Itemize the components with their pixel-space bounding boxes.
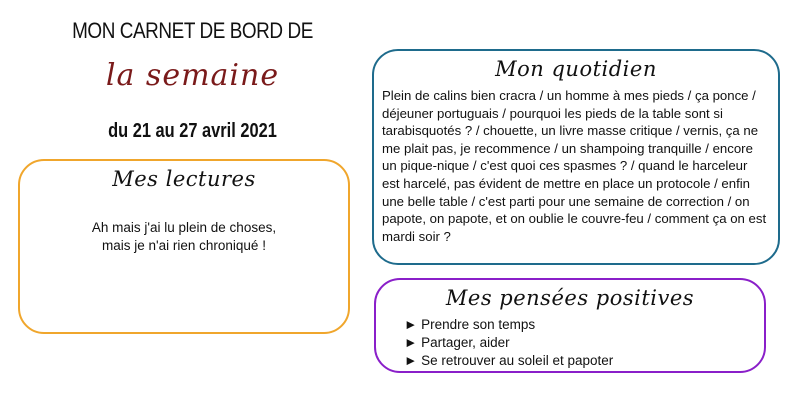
week-title: la semaine (105, 58, 280, 93)
list-item: ► Se retrouver au soleil et papoter (404, 352, 764, 370)
quotidien-box (372, 49, 780, 265)
lectures-title: Mes lectures (112, 167, 256, 191)
date-range: du 21 au 27 avril 2021 (108, 120, 277, 142)
list-item: ► Prendre son temps (404, 316, 764, 334)
pensees-box (374, 278, 766, 373)
pensees-title: Mes pensées positives (445, 286, 695, 310)
lectures-text (20, 219, 348, 255)
lectures-line-1: Ah mais j'ai lu plein de choses, (91, 220, 277, 235)
carnet-title: MON CARNET DE BORD DE (72, 18, 313, 43)
quotidien-text: Plein de calins bien cracra / un homme à mes pieds / ça ponce / déjeuner portuguais / pourquoi les pieds de la table sont si tarabisquotés ? / chouette, un livre masse critique / vernis, ça ne me plait pas, je recommence / un shampoing tranquille / encore un pique-nique / c'est quoi ces spasmes ? / quand le harceleur est harcelé, pas évident de mettre en place un protocole / enfin une belle table / c'est parti pour une semaine de correction / on papote, on papote, et on oublie le couvre-feu / comment ça on est mardi soir ? (382, 88, 767, 244)
lectures-line-2: mais je n'ai rien chroniqué ! (102, 238, 266, 253)
pensees-list (404, 316, 764, 370)
lectures-box (18, 159, 350, 334)
quotidien-title: Mon quotidien (495, 57, 657, 81)
list-item: ► Partager, aider (404, 334, 764, 352)
